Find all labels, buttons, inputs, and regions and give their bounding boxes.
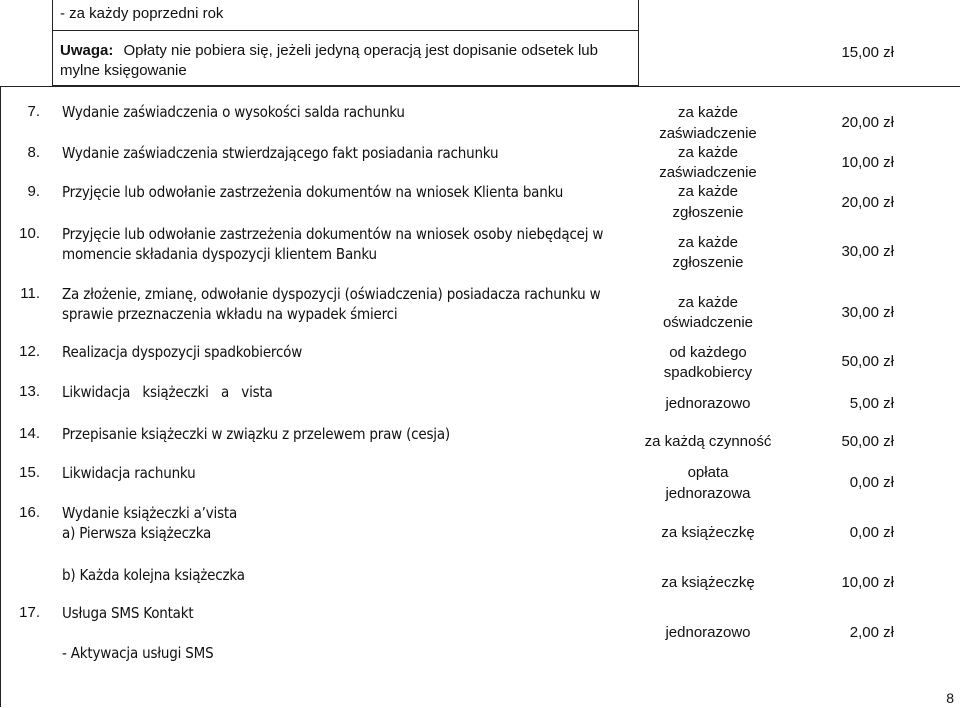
row-unit-line1: za każde	[677, 104, 739, 121]
row-text: Wydanie książeczki a’vista	[62, 504, 238, 522]
row-unit-line2: zgłoszenie	[672, 254, 744, 271]
row-unit-line2: jednorazowa	[665, 485, 751, 502]
row-text: Za złożenie, zmianę, odwołanie dyspozycji (oświadczenia) posiadacza rachunku w	[62, 285, 601, 303]
row-text-2: - Aktywacja usługi SMS	[62, 644, 214, 662]
page-number: 8	[946, 690, 954, 706]
row-number: 17.	[19, 604, 40, 621]
row-fee: 10,00 zł	[841, 154, 894, 171]
note-block	[60, 41, 620, 81]
note-fee: 15,00 zł	[841, 44, 894, 61]
row-text: Realizacja dyspozycji spadkobierców	[62, 343, 303, 361]
row-number: 15.	[19, 464, 40, 481]
row-fee: 30,00 zł	[841, 304, 894, 321]
row-unit-line1: za każde	[677, 234, 739, 251]
row-text: Przyjęcie lub odwołanie zastrzeżenia dokumentów na wniosek osoby niebędącej w	[62, 225, 604, 243]
row-number: 12.	[19, 343, 40, 360]
row-text: Przepisanie książeczki w związku z przelewem praw (cesja)	[62, 425, 450, 443]
row-text: Likwidacja rachunku	[62, 464, 196, 482]
row-text: Wydanie zaświadczenia o wysokości salda rachunku	[62, 103, 405, 121]
row-text-2: momencie składania dyspozycji klientem Banku	[62, 245, 377, 263]
row-fee: 50,00 zł	[841, 353, 894, 370]
row-text-2: a) Pierwsza książeczka	[62, 524, 212, 542]
row-text: Likwidacja książeczki a vista	[62, 383, 273, 401]
row-text: Przyjęcie lub odwołanie zastrzeżenia dokumentów na wniosek Klienta banku	[62, 183, 564, 201]
row-text: Usługa SMS Kontakt	[62, 604, 194, 622]
row-unit-line2: zgłoszenie	[672, 204, 744, 221]
row-fee: 20,00 zł	[841, 194, 894, 211]
row-fee: 50,00 zł	[841, 433, 894, 450]
row-fee: 10,00 zł	[841, 574, 894, 591]
row-number: 16.	[19, 504, 40, 521]
row-unit-line1: za każde	[677, 183, 739, 200]
row-fee: 5,00 zł	[849, 395, 894, 412]
row-fee: 30,00 zł	[841, 243, 894, 260]
row-unit-line1: za książeczkę	[661, 524, 755, 541]
note-text-2: mylne księgowanie	[60, 62, 187, 79]
frame-divider	[52, 30, 639, 31]
row-unit-line1: jednorazowo	[665, 395, 751, 412]
prev-year-text: - za każdy poprzedni rok	[60, 5, 224, 22]
row-unit-line1: za każde	[677, 294, 739, 311]
row-unit-line2: zaświadczenie	[659, 164, 757, 181]
row-unit-line1: jednorazowo	[665, 624, 751, 641]
note-text: Opłaty nie pobiera się, jeżeli jedyną operacją jest dopisanie odsetek lub	[123, 42, 598, 59]
row-number: 7.	[27, 103, 40, 120]
row-unit-line1: za książeczkę	[661, 574, 755, 591]
row-number: 13.	[19, 383, 40, 400]
row-unit-line2: zaświadczenie	[659, 125, 757, 142]
row-number: 14.	[19, 425, 40, 442]
note-label: Uwaga:	[60, 42, 114, 59]
row-number: 11.	[20, 285, 40, 302]
row-fee: 2,00 zł	[849, 624, 894, 641]
row-text: b) Każda kolejna książeczka	[62, 566, 245, 584]
row-number: 10.	[19, 225, 40, 242]
row-unit-line2: oświadczenie	[662, 314, 754, 331]
row-unit-line2: spadkobiercy	[663, 364, 753, 381]
row-fee: 20,00 zł	[841, 114, 894, 131]
row-unit-line1: za każdą czynność	[644, 433, 772, 450]
row-unit-line1: od każdego	[669, 344, 747, 361]
row-number: 8.	[27, 144, 40, 161]
row-unit-line1: opłata	[687, 464, 729, 481]
row-text: Wydanie zaświadczenia stwierdzającego fakt posiadania rachunku	[62, 144, 499, 162]
frame-right-top	[638, 0, 639, 86]
frame-full-rule	[0, 86, 960, 87]
row-number: 9.	[27, 183, 40, 200]
row-text-2: sprawie przeznaczenia wkładu na wypadek śmierci	[62, 305, 398, 323]
frame-left-top	[52, 0, 53, 86]
row-unit-line1: za każde	[677, 144, 739, 161]
row-fee: 0,00 zł	[849, 524, 894, 541]
row-fee: 0,00 zł	[849, 474, 894, 491]
